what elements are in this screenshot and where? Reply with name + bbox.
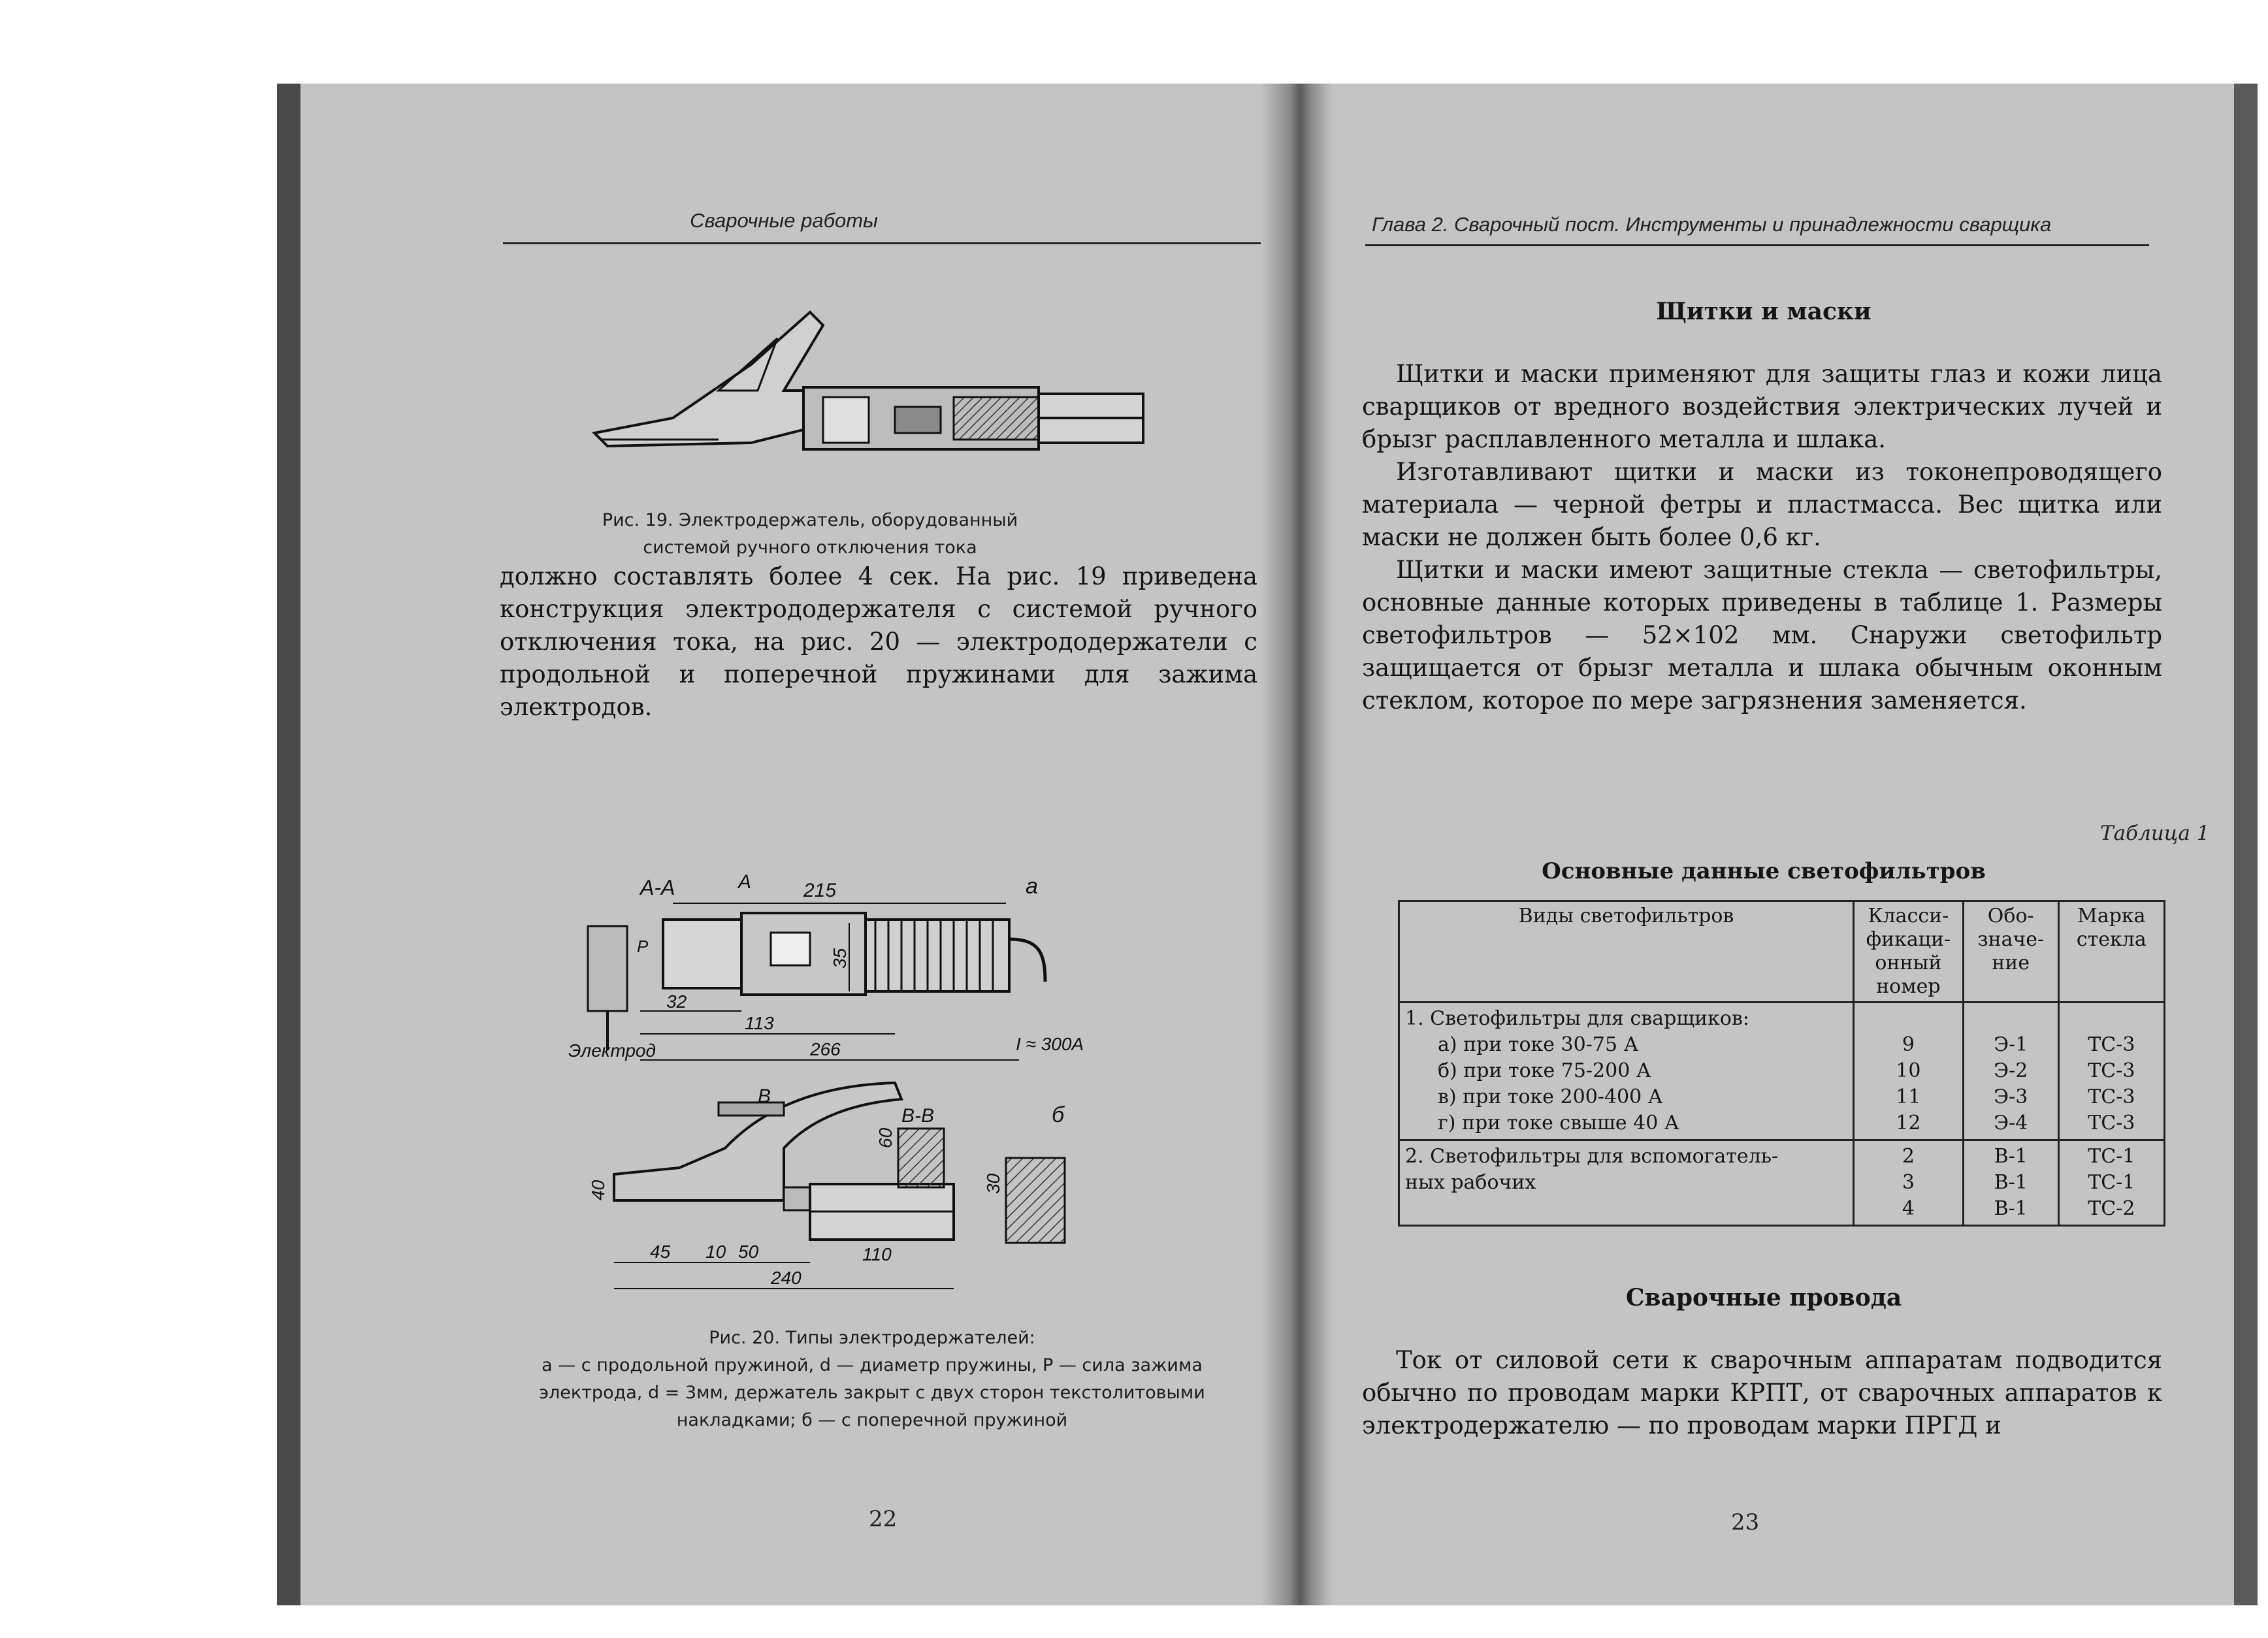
table-number: Таблица 1 <box>2100 822 2210 845</box>
table-row <box>1399 1140 2165 1226</box>
figure-19-electrode-holder <box>588 293 1215 502</box>
light-filter-table <box>1398 900 2165 1227</box>
running-head-right: Глава 2. Сварочный пост. Инструменты и принадлежности сварщика <box>1372 213 2052 236</box>
fig20-caption: Рис. 20. Типы электродержателей: а — с продольной пружиной, d — диаметр пружины, P — сила зажима электрода, d = 3мм, держатель закрыт с двух сторон текстолитовыми накладками; б — с поперечной пружиной <box>539 1328 1205 1430</box>
fig20-letter-b: б <box>1052 1102 1065 1127</box>
fig20-label-electrode: Электрод <box>568 1040 656 1061</box>
fig20-section-aa: А-А <box>640 876 675 899</box>
right-page <box>1333 84 2234 1605</box>
left-book-edge <box>277 84 300 1605</box>
heading-shields-masks: Щитки и маски <box>1656 298 1871 325</box>
right-body-text: Щитки и маски применяют для защиты глаз и кожи лица сварщиков от вредного воздействия электрических лучей и брызг расплавленного металла и шлака. Изготавливают щитки и маски из токонепроводящего материала — черной фетры и пластмасса. Вес щитка или маски не должен быть более 0,6 кг. Щитки и маски имеют защитные стекла — светофильтры, основные данные которых приведены в таблице 1. Размеры светофильтров — 52×102 мм. Снаружи светофильтр защищается от брызг металла и шлака обычным оконным стеклом, которое по мере загрязнения заменяется. <box>1362 360 2162 715</box>
fig20-arrow-b: В <box>758 1085 771 1107</box>
fig20-dim-266: 266 <box>810 1039 841 1059</box>
fig20-dim-240: 240 <box>771 1268 802 1288</box>
figure-20-electrode-holders <box>568 861 1280 1318</box>
header-rule <box>503 242 1261 244</box>
header-rule <box>1365 244 2149 246</box>
table-header-row <box>1399 901 2165 1003</box>
right-last-paragraph: Ток от силовой сети к сварочным аппаратам подводится обычно по проводам марки КРПТ, от сварочных аппаратов к электродержателю — по проводам марки ПРГД и <box>1362 1346 2162 1439</box>
fig20-dim-113: 113 <box>745 1013 774 1033</box>
fig20-dim-50: 50 <box>738 1242 759 1262</box>
group2-glass-brands: ТС-1 ТС-1 ТС-2 <box>2058 1140 2164 1226</box>
fig20-dim-110: 110 <box>862 1244 892 1264</box>
group2-designations: В-1 В-1 В-1 <box>1963 1140 2058 1226</box>
fig19-caption: Рис. 19. Электродержатель, оборудованный системой ручного отключения тока <box>602 510 1018 558</box>
left-page: Сварочные работы Рис. 19. Электродержатель, оборудованный системой ручного отключения тока должно составлять более 4 сек. На рис. 19 приведена конструкция электрододержателя с системой ручного отключения тока, на рис. 20 — электрододержатели с продольной и поперечной пружинами для зажима электродов. А-А А 215 а 35 Р 32 113 266 Электрод I ≈ 300А В В-В б 60 30 40 45 10 50 110 240 Рис. 20. Типы электродержателей: а — с продольной пружиной, d — диаметр пружины, P — сила зажима электрода, d = 3мм, держатель закрыт с двух сторон текстолитовыми накладками; б — с поперечной пружиной 22 <box>300 84 1261 1605</box>
fig20-section-bb: В-В <box>901 1105 935 1127</box>
page-number-right: 23 <box>1731 1509 1760 1535</box>
col-header-glass-brand: Марка стекла <box>2058 901 2164 1003</box>
group1-names: 1. Светофильтры для сварщиков: а) при токе 30-75 А б) при токе 75-200 А в) при токе 200-400 А г) при токе свыше 40 А <box>1399 1003 1854 1140</box>
book-gutter <box>1261 84 1333 1605</box>
fig20-dim-32: 32 <box>666 991 687 1012</box>
fig20-label-p: Р <box>637 937 649 956</box>
left-body-text: должно составлять более 4 сек. На рис. 19 приведена конструкция электрододержателя с системой ручного отключения тока, на рис. 20 — электрододержатели с продольной и поперечной пружинами для зажима электродов. <box>500 562 1257 721</box>
right-book-edge <box>2234 84 2258 1605</box>
table-row <box>1399 1003 2165 1140</box>
group1-glass-brands: ТС-3 ТС-3 ТС-3 ТС-3 <box>2058 1003 2164 1140</box>
col-header-designation: Обо-значе-ние <box>1963 901 2058 1003</box>
fig20-dim-60: 60 <box>875 1127 896 1148</box>
fig20-arrow-a: А <box>738 871 752 893</box>
fig20-current: I ≈ 300А <box>1016 1034 1084 1054</box>
heading-welding-wires: Сварочные провода <box>1625 1284 1902 1311</box>
group2-names: 2. Светофильтры для вспомогатель- ных рабочих <box>1399 1140 1854 1226</box>
group1-designations: Э-1 Э-2 Э-3 Э-4 <box>1963 1003 2058 1140</box>
fig20-dim-35: 35 <box>830 948 850 969</box>
col-header-type: Виды светофильтров <box>1399 901 1854 1003</box>
group1-class-numbers: 9 10 11 12 <box>1854 1003 1964 1140</box>
fig20-dim-215: 215 <box>803 880 837 901</box>
page-number-left: 22 <box>869 1506 898 1532</box>
group2-class-numbers: 2 3 4 <box>1854 1140 1964 1226</box>
fig20-dim-10: 10 <box>705 1242 726 1262</box>
fig20-dim-40: 40 <box>588 1180 608 1200</box>
col-header-class-number: Класси-фикаци-онный номер <box>1854 901 1964 1003</box>
table-title: Основные данные светофильтров <box>1542 858 1986 884</box>
fig20-dim-30: 30 <box>983 1173 1003 1194</box>
fig20-dim-45: 45 <box>650 1242 671 1262</box>
fig20-letter-a: а <box>1026 874 1038 899</box>
